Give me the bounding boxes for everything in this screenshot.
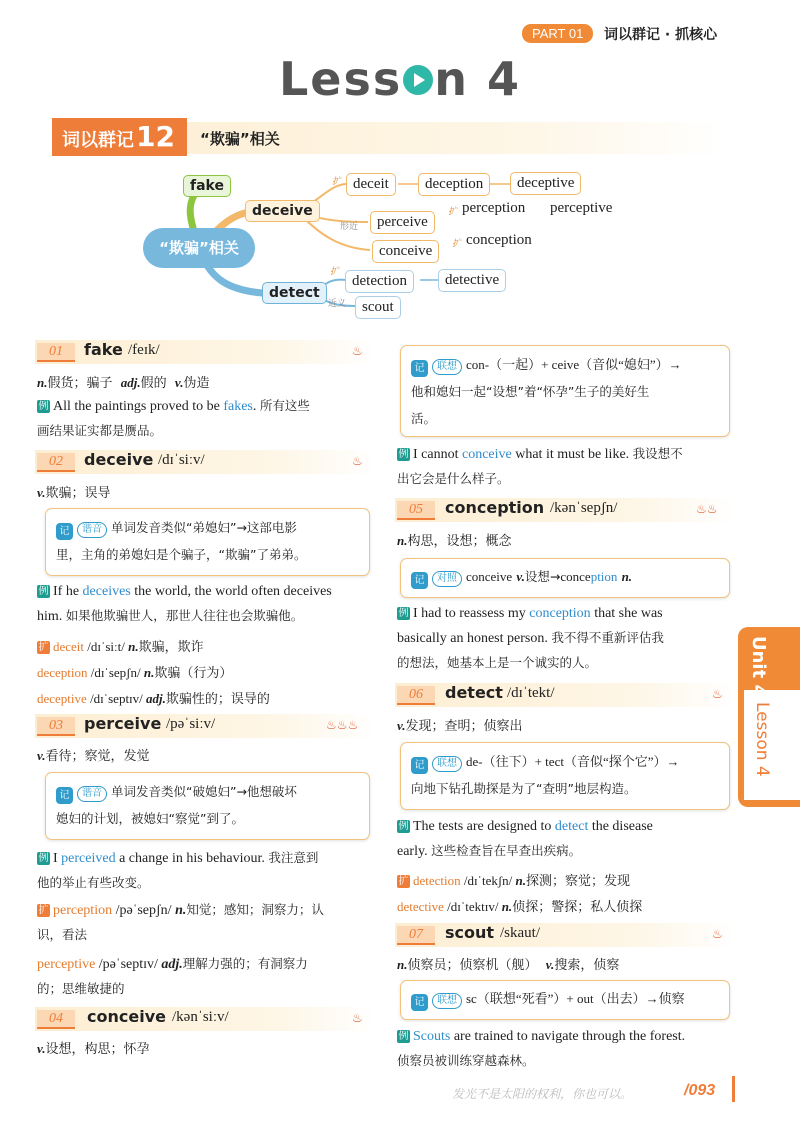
section-title: 词以群记 · 抓核心: [604, 27, 718, 43]
definition: v.看待；察觉，发觉: [37, 748, 150, 764]
mindmap-fake: fake: [183, 175, 231, 197]
example-icon: 例: [38, 853, 49, 864]
fire-icon: ♨♨: [696, 502, 718, 516]
entry-word: conception: [445, 498, 545, 517]
definition: v.欺骗；误导: [37, 485, 111, 501]
example: 例 The tests are designed to detect the disease early. 这些检查旨在早查出疾病。: [397, 819, 653, 859]
mindmap-conceive: conceive: [372, 240, 439, 263]
mindmap-deceive: deceive: [245, 200, 320, 222]
entry-number: 04: [37, 1010, 75, 1029]
footer-quote: 发光不是太阳的权利，你也可以。: [452, 1087, 633, 1101]
definition: n.假货；骗子 adj.假的 v.伪造: [37, 375, 210, 391]
mindmap-ext-label: 扩: [452, 239, 462, 249]
group-tag: 词以群记12: [52, 118, 187, 156]
example: 例 I perceived a change in his behaviour. 我注意到 他的举止有些改变。: [37, 850, 319, 890]
example: 例 Scouts are trained to navigate through the forest. 侦察员被训练穿越森林。: [397, 1029, 686, 1068]
part-badge: PART 01: [522, 24, 593, 43]
side-lesson-label: Lesson 4: [752, 702, 772, 777]
mnemonic-icon: 记: [56, 523, 73, 540]
entry-number: 02: [37, 453, 75, 472]
mnemonic-box: 记 谐音 单词发音类似“破媳妇”→他想破坏 媳妇的计划，被媳妇“察觉”到了。: [45, 772, 370, 840]
extension-line: deceptive /dɪˈseptɪv/ adj.欺骗性的；误导的: [37, 691, 270, 707]
definition: v.设想，构思；怀孕: [37, 1041, 150, 1057]
mindmap-meaning-near-label: 近义: [328, 299, 347, 309]
mindmap-detective: detective: [438, 269, 506, 292]
mindmap-deceptive: deceptive: [510, 172, 581, 195]
mindmap-perceptive: perceptive: [550, 200, 613, 216]
mindmap-ext-label: 扩: [330, 267, 340, 277]
mnemonic-icon: 记: [411, 994, 428, 1011]
example: 例 I cannot conceive what it must be like. 我设想不 出它会是什么样子。: [397, 446, 683, 486]
mindmap-ext-label: 扩: [448, 207, 458, 217]
mindmap-detection: detection: [345, 270, 414, 293]
mindmap-perception: perception: [462, 200, 526, 216]
mindmap-form-near-label: 形近: [340, 222, 359, 232]
play-icon[interactable]: [403, 65, 433, 95]
group-title: “欺骗”相关: [200, 130, 280, 148]
fire-icon: ♨: [352, 454, 363, 468]
definition: v.发现；查明；侦察出: [397, 718, 523, 734]
example-icon: 例: [398, 449, 409, 460]
entry-phonetic: /dɪˈsiːv/: [158, 452, 205, 468]
example: 例 If he deceives the world, the world often deceives him. 如果他欺骗世人，那世人往往也会欺骗他。: [37, 584, 332, 624]
extension-line: detective /dɪˈtektɪv/ n.侦探；警探；私人侦探: [397, 899, 643, 915]
mindmap-deception: deception: [418, 173, 490, 196]
extension-line: deception /dɪˈsepʃn/ n.欺骗（行为）: [37, 665, 233, 681]
extension-line: 扩 deceit /dɪˈsiːt/ n.欺骗，欺诈: [38, 639, 204, 655]
example-icon: 例: [398, 608, 409, 619]
entry-word: detect: [445, 683, 503, 702]
mnemonic-box: 记 对照 conceive v.设想→conception n.: [400, 558, 730, 598]
entry-phonetic: /skaut/: [500, 925, 540, 941]
definition: n.构思，设想；概念: [397, 533, 512, 549]
fire-icon: ♨: [352, 1011, 363, 1025]
mindmap-ext-label: 扩: [332, 177, 342, 187]
extend-icon: 扩: [38, 905, 49, 916]
mindmap-center: “欺骗”相关: [143, 228, 255, 268]
mindmap-perceive: perceive: [370, 211, 435, 234]
entry-word: perceive: [84, 714, 162, 733]
definition: n.侦察员；侦察机（舰） v.搜索，侦察: [397, 957, 620, 973]
mnemonic-icon: 记: [411, 572, 428, 589]
example-icon: 例: [398, 821, 409, 832]
entry-word: deceive: [84, 450, 154, 469]
example: 例 I had to reassess my conception that she was basically an honest person. 我不得不重新评估我 的想法，她基本上是一个诚实的人。: [397, 606, 664, 670]
entry-number: 03: [37, 717, 75, 736]
extension-line: 扩 detection /dɪˈtekʃn/ n.探测；察觉；发现: [398, 873, 631, 889]
entry-phonetic: /kənˈsiːv/: [172, 1009, 229, 1025]
fire-icon: ♨♨♨: [326, 718, 359, 732]
example: 例 All the paintings proved to be fakes. 所有这些 画结果证实都是赝品。: [37, 398, 310, 438]
entry-word: conceive: [87, 1007, 166, 1026]
lesson-title: Less n 4: [278, 52, 522, 106]
footer-bar: [732, 1076, 735, 1102]
mnemonic-box: 记 联想 con-（一起）+ ceive（音似“媳妇”）→ 他和媳妇一起“设想”着“怀孕”生子的美好生 活。: [400, 345, 730, 437]
entry-phonetic: /pəˈsiːv/: [166, 716, 216, 732]
extension-line: perceptive /pəˈseptɪv/ adj.理解力强的；有洞察力 的；思维敏捷的: [37, 956, 308, 996]
side-unit-label: Unit 4: [748, 636, 769, 697]
mnemonic-box: 记 谐音 单词发音类似“弟媳妇”→这部电影 里，主角的弟媳妇是个骗子，“欺骗”了弟弟。: [45, 508, 370, 576]
example-icon: 例: [38, 401, 49, 412]
fire-icon: ♨: [712, 687, 723, 701]
entry-number: 06: [397, 686, 435, 705]
mindmap-deceit: deceit: [346, 173, 396, 196]
entry-number: 07: [397, 926, 435, 945]
mnemonic-box: 记 联想 sc（联想“死看”）+ out（出去）→侦察: [400, 980, 730, 1020]
mnemonic-icon: 记: [56, 787, 73, 804]
fire-icon: ♨: [712, 927, 723, 941]
extend-icon: 扩: [38, 642, 49, 653]
page-number: /093: [684, 1082, 716, 1099]
entry-word: scout: [445, 923, 495, 942]
entry-number: 05: [397, 501, 435, 520]
example-icon: 例: [38, 586, 49, 597]
mindmap-scout: scout: [355, 296, 401, 319]
mindmap-detect: detect: [262, 282, 327, 304]
entry-phonetic: /kənˈsepʃn/: [550, 500, 618, 516]
fire-icon: ♨: [352, 344, 363, 358]
entry-word: fake: [84, 340, 123, 359]
extend-icon: 扩: [398, 876, 409, 887]
example-icon: 例: [398, 1031, 409, 1042]
mnemonic-icon: 记: [411, 757, 428, 774]
mindmap-conception: conception: [466, 232, 532, 248]
extension-line: 扩 perception /pəˈsepʃn/ n.知觉；感知；洞察力；认 识，看法: [37, 902, 324, 942]
entry-phonetic: /feɪk/: [128, 342, 160, 358]
entry-phonetic: /dɪˈtekt/: [507, 685, 555, 701]
mnemonic-icon: 记: [411, 360, 428, 377]
mnemonic-box: 记 联想 de-（往下）+ tect（音似“探个它”）→ 向地下钻孔勘探是为了“查明”地层构造。: [400, 742, 730, 810]
entry-number: 01: [37, 343, 75, 362]
